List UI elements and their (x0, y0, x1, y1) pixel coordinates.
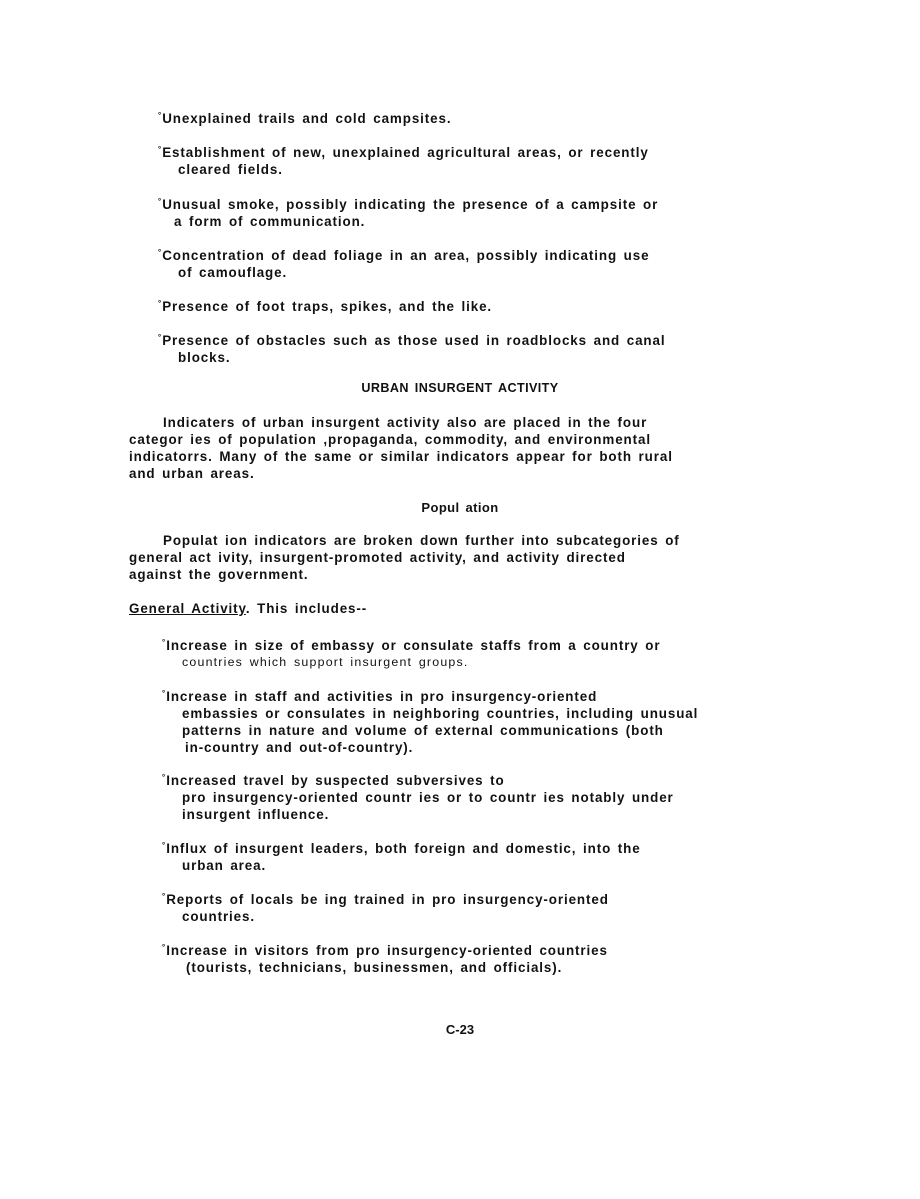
list-item-continuation: countries. (182, 909, 255, 924)
list-item-text: Unusual smoke, possibly indicating the presence of a campsite or (162, 197, 659, 212)
paragraph-line: indicatorrs. Many of the same or similar indicators appear for both rural (129, 449, 673, 464)
list-item-text: Presence of foot traps, spikes, and the like. (162, 299, 493, 314)
paragraph-line: categor ies of population ,propaganda, commodity, and environmental (129, 432, 651, 447)
list-item (162, 837, 752, 874)
list-item-continuation: urban area. (182, 858, 267, 873)
general-activity-label: General Activity (129, 601, 246, 616)
paragraph-line-text: Indicaters of urban insurgent activity also are placed in the four (163, 415, 648, 430)
list-item (162, 685, 752, 756)
list-item-text: Increase in size of embassy or consulate staffs from a country or (166, 638, 661, 653)
list-item-text: Reports of locals be ing trained in pro insurgency-oriented (166, 892, 609, 907)
list-item (162, 939, 752, 976)
general-activity-heading (129, 600, 367, 617)
paragraph-line (129, 532, 749, 549)
list-item-continuation: pro insurgency-oriented countr ies or to countr ies notably under (182, 790, 674, 805)
list-item-continuation: embassies or consulates in neighboring countries, including unusual (182, 706, 699, 721)
list-item-continuation: patterns in nature and volume of external communications (both (182, 723, 664, 738)
list-item-text: Unexplained trails and cold campsites. (162, 111, 452, 126)
list-item (158, 244, 738, 281)
section-heading: URBAN INSURGENT ACTIVITY (361, 381, 559, 395)
population-paragraph (129, 532, 749, 583)
list-item-continuation: cleared fields. (178, 162, 283, 177)
bullet-mark: ° (162, 943, 166, 952)
bullet-mark: ° (158, 299, 162, 308)
paragraph-line (129, 414, 749, 431)
paragraph-line-text: Populat ion indicators are broken down further into subcategories of (163, 533, 680, 548)
list-item-text: Concentration of dead foliage in an area, possibly indicating use (162, 248, 650, 263)
list-item (162, 769, 752, 823)
bullet-mark: ° (162, 689, 166, 698)
list-item-continuation: insurgent influence. (182, 807, 330, 822)
subsection-heading: Popul ation (421, 500, 499, 515)
list-item (158, 107, 738, 127)
paragraph-line: and urban areas. (129, 466, 255, 481)
general-activity-suffix: . This includes-- (245, 601, 368, 616)
paragraph-line: general act ivity, insurgent-promoted activity, and activity directed (129, 550, 626, 565)
bullet-mark: ° (162, 841, 166, 850)
bullet-mark: ° (158, 333, 162, 342)
list-item-continuation: in-country and out-of-country). (185, 740, 414, 755)
urban-paragraph (129, 414, 749, 482)
bullet-mark: ° (162, 638, 166, 647)
list-item (162, 888, 752, 925)
list-item-text: Increase in staff and activities in pro insurgency-oriented (166, 689, 598, 704)
list-item (158, 193, 738, 230)
list-item-text: Increase in visitors from pro insurgency-oriented countries (166, 943, 608, 958)
list-item-continuation: blocks. (178, 350, 231, 365)
page-number: C-23 (445, 1022, 475, 1037)
list-item (162, 634, 752, 671)
bullet-mark: ° (158, 145, 162, 154)
paragraph-line: against the government. (129, 567, 309, 582)
bullet-mark: ° (158, 248, 162, 257)
list-item-continuation: countries which support insurgent groups. (182, 655, 469, 669)
bullet-mark: ° (158, 111, 162, 120)
list-item-text: Establishment of new, unexplained agricultural areas, or recently (162, 145, 649, 160)
list-item-text: Increased travel by suspected subversives to (166, 773, 505, 788)
bullet-mark: ° (162, 773, 166, 782)
list-item-text: Influx of insurgent leaders, both foreign and domestic, into the (166, 841, 641, 856)
list-item-continuation: of camouflage. (178, 265, 288, 280)
bullet-mark: ° (162, 892, 166, 901)
bullet-mark: ° (158, 197, 162, 206)
list-item-continuation: (tourists, technicians, businessmen, and officials). (186, 960, 563, 975)
list-item (158, 141, 738, 178)
list-item-text: Presence of obstacles such as those used in roadblocks and canal (162, 333, 666, 348)
list-item-continuation: a form of communication. (174, 214, 366, 229)
list-item (158, 329, 738, 366)
list-item (158, 295, 738, 315)
